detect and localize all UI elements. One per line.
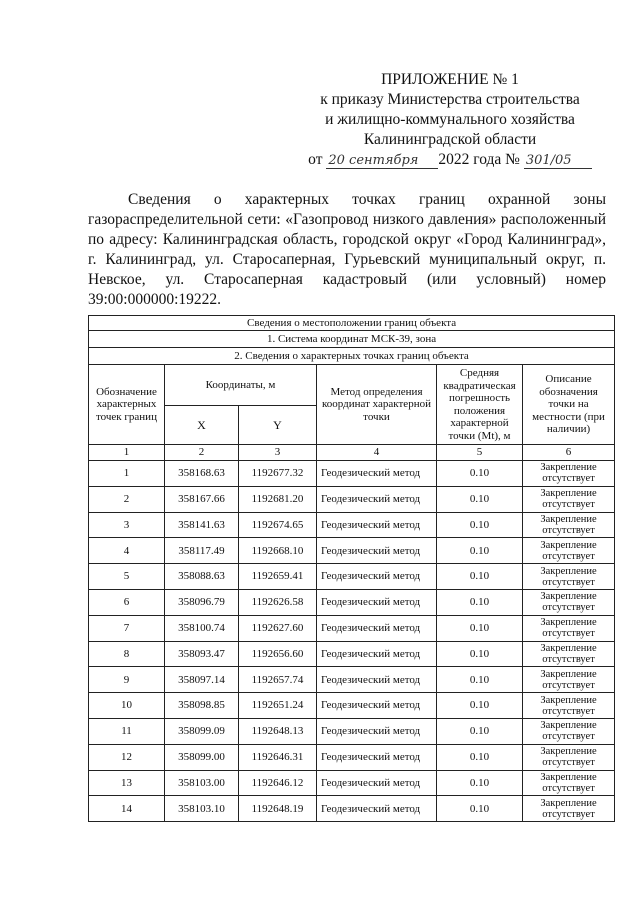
table-title: Сведения о местоположении границ объекта (89, 316, 615, 331)
point-method: Геодезический метод (317, 770, 437, 796)
point-error: 0.10 (437, 693, 523, 719)
point-description: Закрепление отсутствует (523, 512, 615, 538)
point-number: 10 (89, 693, 165, 719)
point-y: 1192648.19 (239, 796, 317, 822)
header-method: Метод определения координат характерной точки (317, 365, 437, 445)
point-description: Закрепление отсутствует (523, 693, 615, 719)
point-method: Геодезический метод (317, 512, 437, 538)
point-y: 1192657.74 (239, 667, 317, 693)
handwritten-date: 20 сентября (326, 154, 438, 169)
point-x: 358141.63 (165, 512, 239, 538)
intro-paragraph: Сведения о характерных точках границ охранной зоны газораспределительной сети: «Газопровод низкого давления» расположенный по адресу: Калининградская область, городской округ «Город Калининград», г. Калининград, ул. Старосаперная, Гурьевский муниципальный округ, п. Невское, ул. Старосаперная кадастровый (или условный) номер 39:00:000000:19222. (88, 191, 606, 308)
table-row (89, 796, 615, 822)
point-error: 0.10 (437, 486, 523, 512)
point-method: Геодезический метод (317, 461, 437, 487)
column-number: 3 (239, 445, 317, 461)
point-description: Закрепление отсутствует (523, 718, 615, 744)
point-x: 358096.79 (165, 589, 239, 615)
point-method: Геодезический метод (317, 744, 437, 770)
point-rows (89, 461, 615, 822)
header-error: Средняя квадратическая погрешность положения характерной точки (Mt), м (437, 365, 523, 445)
date-prefix: от (308, 151, 323, 168)
point-error: 0.10 (437, 538, 523, 564)
point-number: 1 (89, 461, 165, 487)
point-y: 1192646.12 (239, 770, 317, 796)
point-method: Геодезический метод (317, 667, 437, 693)
header-y: Y (239, 406, 317, 445)
point-x: 358098.85 (165, 693, 239, 719)
point-y: 1192659.41 (239, 564, 317, 590)
column-number: 2 (165, 445, 239, 461)
point-method: Геодезический метод (317, 693, 437, 719)
point-description: Закрепление отсутствует (523, 589, 615, 615)
coordinates-table (88, 315, 615, 822)
order-line-3: Калининградской области (363, 131, 537, 148)
header-description: Описание обозначения точки на местности (при наличии) (523, 365, 615, 445)
point-method: Геодезический метод (317, 486, 437, 512)
point-method: Геодезический метод (317, 641, 437, 667)
point-description: Закрепление отсутствует (523, 744, 615, 770)
point-y: 1192681.20 (239, 486, 317, 512)
point-x: 358167.66 (165, 486, 239, 512)
column-numbers-row (89, 445, 615, 461)
point-number: 8 (89, 641, 165, 667)
table-row (89, 667, 615, 693)
point-number: 5 (89, 564, 165, 590)
point-number: 13 (89, 770, 165, 796)
point-description: Закрепление отсутствует (523, 538, 615, 564)
point-x: 358103.00 (165, 770, 239, 796)
point-number: 2 (89, 486, 165, 512)
table-row (89, 744, 615, 770)
point-number: 14 (89, 796, 165, 822)
point-x: 358168.63 (165, 461, 239, 487)
point-x: 358099.00 (165, 744, 239, 770)
point-x: 358099.09 (165, 718, 239, 744)
point-y: 1192656.60 (239, 641, 317, 667)
point-number: 7 (89, 615, 165, 641)
point-number: 6 (89, 589, 165, 615)
table-row (89, 589, 615, 615)
point-y: 1192677.32 (239, 461, 317, 487)
table-row (89, 693, 615, 719)
point-description: Закрепление отсутствует (523, 615, 615, 641)
point-description: Закрепление отсутствует (523, 667, 615, 693)
table-row (89, 461, 615, 487)
point-x: 358088.63 (165, 564, 239, 590)
points-section-title: 2. Сведения о характерных точках границ объекта (89, 348, 615, 365)
table-row (89, 538, 615, 564)
point-error: 0.10 (437, 770, 523, 796)
coordinate-system: 1. Система координат МСК-39, зона (89, 331, 615, 348)
header-x: X (165, 406, 239, 445)
header-coordinates: Координаты, м (165, 365, 317, 406)
point-description: Закрепление отсутствует (523, 796, 615, 822)
point-error: 0.10 (437, 744, 523, 770)
appendix-header (300, 70, 600, 170)
column-number: 6 (523, 445, 615, 461)
point-x: 358100.74 (165, 615, 239, 641)
header-designation: Обозначение характерных точек границ (89, 365, 165, 445)
point-error: 0.10 (437, 512, 523, 538)
point-x: 358117.49 (165, 538, 239, 564)
point-error: 0.10 (437, 615, 523, 641)
date-year: 2022 года № (438, 151, 520, 168)
column-number: 1 (89, 445, 165, 461)
point-error: 0.10 (437, 641, 523, 667)
table-row (89, 770, 615, 796)
point-y: 1192674.65 (239, 512, 317, 538)
point-x: 358097.14 (165, 667, 239, 693)
point-error: 0.10 (437, 461, 523, 487)
point-method: Геодезический метод (317, 796, 437, 822)
point-method: Геодезический метод (317, 718, 437, 744)
order-date-line (300, 150, 600, 170)
point-number: 3 (89, 512, 165, 538)
table-row (89, 564, 615, 590)
point-y: 1192651.24 (239, 693, 317, 719)
table-row (89, 641, 615, 667)
point-error: 0.10 (437, 564, 523, 590)
point-error: 0.10 (437, 667, 523, 693)
point-number: 11 (89, 718, 165, 744)
point-y: 1192646.31 (239, 744, 317, 770)
point-description: Закрепление отсутствует (523, 641, 615, 667)
column-number: 4 (317, 445, 437, 461)
point-description: Закрепление отсутствует (523, 770, 615, 796)
point-y: 1192626.58 (239, 589, 317, 615)
point-y: 1192648.13 (239, 718, 317, 744)
point-y: 1192668.10 (239, 538, 317, 564)
table-row (89, 718, 615, 744)
point-x: 358103.10 (165, 796, 239, 822)
appendix-title: ПРИЛОЖЕНИЕ № 1 (381, 71, 519, 88)
point-method: Геодезический метод (317, 564, 437, 590)
handwritten-order-number: 301/05 (524, 154, 592, 169)
point-number: 4 (89, 538, 165, 564)
table-row (89, 512, 615, 538)
point-description: Закрепление отсутствует (523, 461, 615, 487)
table-row (89, 615, 615, 641)
order-line-1: к приказу Министерства строительства (320, 91, 580, 108)
point-method: Геодезический метод (317, 538, 437, 564)
table-row (89, 486, 615, 512)
point-number: 12 (89, 744, 165, 770)
point-number: 9 (89, 667, 165, 693)
column-number: 5 (437, 445, 523, 461)
point-y: 1192627.60 (239, 615, 317, 641)
order-line-2: и жилищно-коммунального хозяйства (325, 111, 575, 128)
point-method: Геодезический метод (317, 615, 437, 641)
point-x: 358093.47 (165, 641, 239, 667)
point-error: 0.10 (437, 718, 523, 744)
point-error: 0.10 (437, 796, 523, 822)
point-description: Закрепление отсутствует (523, 486, 615, 512)
point-error: 0.10 (437, 589, 523, 615)
point-method: Геодезический метод (317, 589, 437, 615)
point-description: Закрепление отсутствует (523, 564, 615, 590)
